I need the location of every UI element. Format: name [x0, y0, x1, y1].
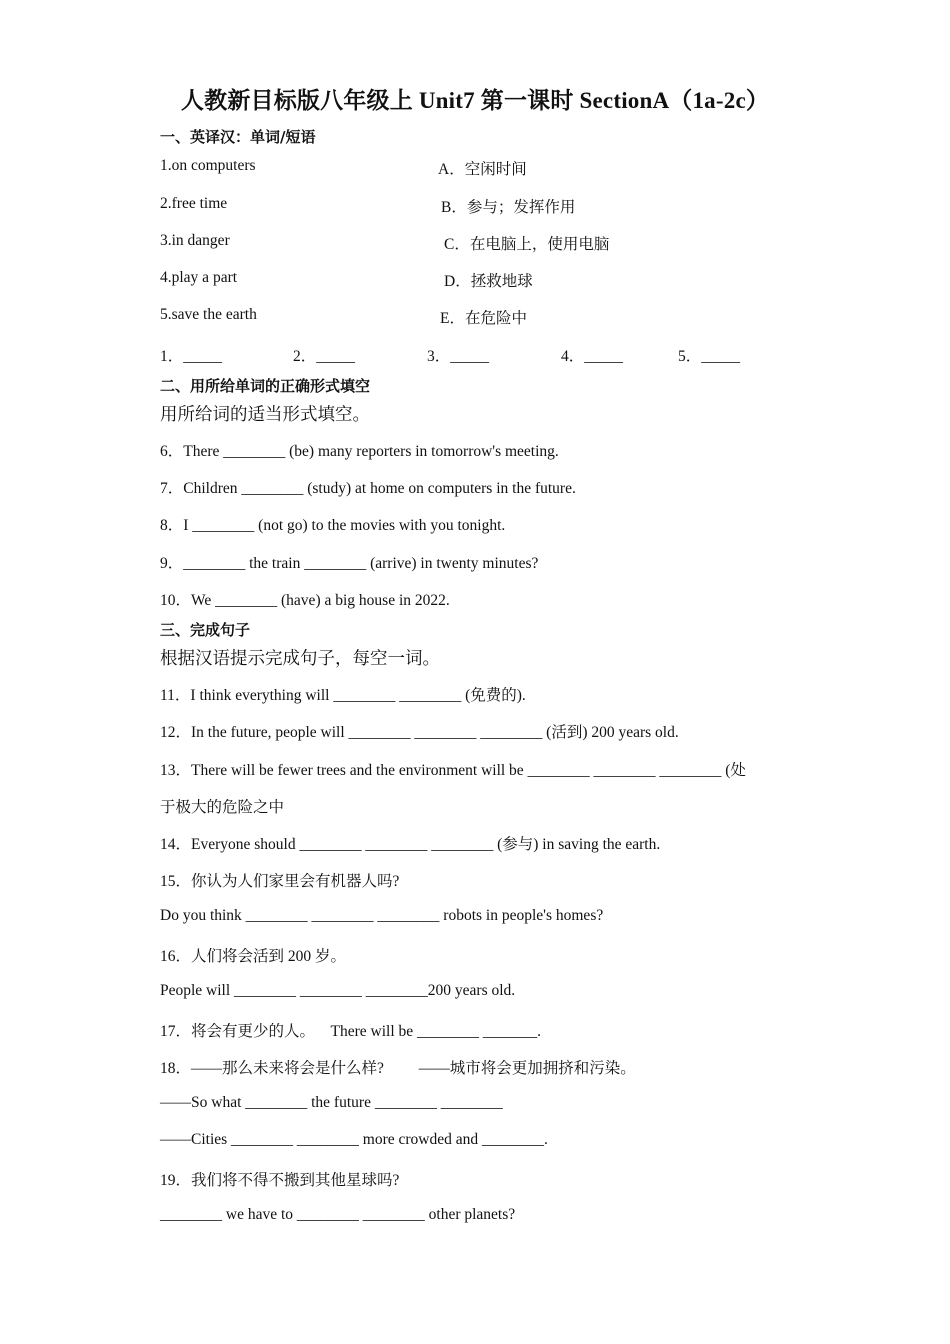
section-heading-2: 二、用所给单词的正确形式填空: [160, 377, 371, 395]
question-line: Do you think ________ ________ ________ robots in people's homes?: [160, 907, 604, 924]
vocab-meaning: E．在危险中: [440, 310, 527, 327]
question-item: 9．________ the train ________ (arrive) in twenty minutes?: [160, 555, 539, 572]
question-line: 13．There will be fewer trees and the environment will be ________ ________ ________ (处: [160, 762, 746, 779]
question-line: People will ________ ________ ________200 years old.: [160, 982, 516, 999]
question-line: 11．I think everything will ________ ________ (免费的).: [160, 687, 526, 704]
vocab-meaning: A．空闲时间: [438, 161, 527, 178]
section-heading-1: 一、英译汉：单词/短语: [160, 128, 316, 146]
question-line: 18．——那么未来将会是什么样? ——城市将会更加拥挤和污染。: [160, 1060, 636, 1077]
section-heading-3: 三、完成句子: [160, 621, 251, 639]
vocab-meaning: B．参与；发挥作用: [441, 199, 576, 216]
answer-blank: 2．_____: [293, 348, 356, 365]
question-line: 16．人们将会活到 200 岁。: [160, 948, 347, 965]
question-line: 19．我们将不得不搬到其他星球吗?: [160, 1172, 400, 1189]
question-line: 14．Everyone should ________ ________ ________ (参与) in saving the earth.: [160, 836, 661, 853]
question-line: 17．将会有更少的人。 There will be ________ _______.: [160, 1023, 542, 1040]
answer-blank: 4．_____: [561, 348, 624, 365]
vocab-meaning: D．拯救地球: [444, 273, 533, 290]
vocab-term: 5.save the earth: [160, 306, 257, 323]
question-line: ________ we have to ________ ________ other planets?: [160, 1206, 516, 1223]
question-line: ——So what ________ the future ________ ________: [160, 1094, 503, 1111]
vocab-term: 2.free time: [160, 195, 228, 212]
vocab-term: 1.on computers: [160, 157, 256, 174]
page-title: 人教新目标版八年级上 Unit7 第一课时 SectionA（1a-2c）: [180, 88, 770, 113]
question-line: 12．In the future, people will ________ ________ ________ (活到) 200 years old.: [160, 724, 679, 741]
question-item: 8．I ________ (not go) to the movies with you tonight.: [160, 517, 506, 534]
section-instruction: 用所给词的适当形式填空。: [160, 405, 370, 425]
question-line: 于极大的危险之中: [160, 799, 285, 816]
section-instruction: 根据汉语提示完成句子，每空一词。: [160, 649, 440, 669]
answer-blank: 1．_____: [160, 348, 223, 365]
question-line: 15．你认为人们家里会有机器人吗?: [160, 873, 400, 890]
vocab-term: 3.in danger: [160, 232, 230, 249]
vocab-meaning: C．在电脑上，使用电脑: [444, 236, 610, 253]
question-item: 7．Children ________ (study) at home on computers in the future.: [160, 480, 576, 497]
answer-blank: 5．_____: [678, 348, 741, 365]
question-line: ——Cities ________ ________ more crowded and ________.: [160, 1131, 548, 1148]
question-item: 10．We ________ (have) a big house in 2022.: [160, 592, 450, 609]
question-item: 6．There ________ (be) many reporters in tomorrow's meeting.: [160, 443, 559, 460]
vocab-term: 4.play a part: [160, 269, 238, 286]
answer-blank: 3．_____: [427, 348, 490, 365]
